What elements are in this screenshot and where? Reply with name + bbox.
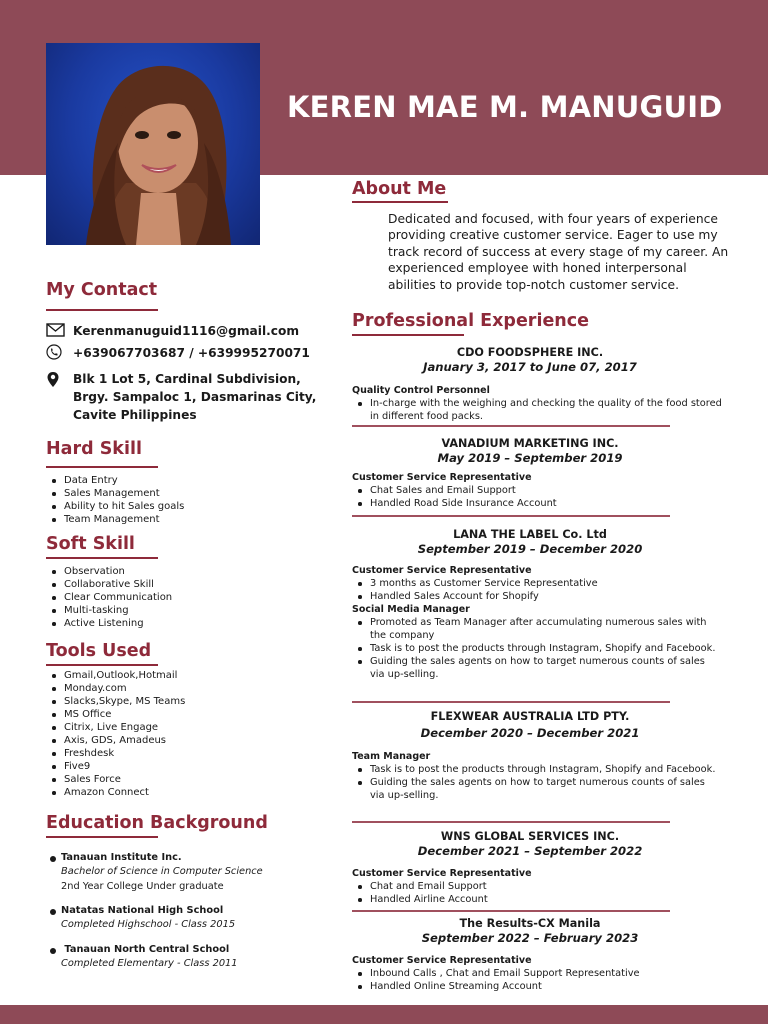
hard-skill-underline (46, 466, 158, 468)
duty-list (352, 616, 722, 681)
contact-phone: +639067703687 / +639995270071 (73, 346, 310, 360)
job-role: Customer Service Representative (352, 565, 532, 576)
list-item: MS Office (46, 708, 185, 721)
job-separator (352, 821, 670, 823)
location-pin-icon (46, 370, 66, 388)
job-separator (352, 701, 670, 703)
list-item: Axis, GDS, Amadeus (46, 734, 185, 747)
hard-skill-title: Hard Skill (46, 439, 142, 459)
contact-phone-row (46, 344, 310, 362)
list-item: Chat and Email Support (352, 880, 722, 893)
education-title: Education Background (46, 813, 268, 833)
tools-title: Tools Used (46, 641, 152, 661)
list-item: Handled Sales Account for Shopify (352, 590, 722, 603)
contact-address-row (46, 370, 316, 424)
list-item: Inbound Calls , Chat and Email Support Representative (352, 967, 722, 980)
school-name: Tanauan North Central School (61, 944, 230, 955)
job-separator (352, 910, 670, 912)
contact-address (73, 370, 316, 424)
mail-icon (46, 322, 66, 338)
experience-underline (352, 334, 464, 336)
phone-icon (46, 344, 66, 360)
list-item: Active Listening (46, 617, 172, 630)
list-item: Guiding the sales agents on how to target numerous counts of sales via up-selling. (352, 655, 722, 681)
list-item: Clear Communication (46, 591, 172, 604)
job-entry (352, 830, 722, 906)
list-item: 3 months as Customer Service Representative (352, 577, 722, 590)
address-line: Cavite Philippines (73, 408, 197, 422)
education-underline (46, 836, 158, 838)
education-detail: Completed Highschool - Class 2015 (61, 919, 236, 930)
job-role: Quality Control Personnel (352, 385, 490, 396)
list-item: Promoted as Team Manager after accumulating numerous sales with the company (352, 616, 722, 642)
job-entry (352, 346, 722, 423)
list-item: Freshdesk (46, 747, 185, 760)
education-entry (48, 943, 238, 971)
job-role: Team Manager (352, 751, 431, 762)
hard-skill-list (46, 474, 184, 526)
list-item: Multi-tasking (46, 604, 172, 617)
duty-list (352, 484, 722, 510)
job-entry (352, 710, 722, 802)
company-name: LANA THE LABEL Co. Ltd (453, 528, 607, 541)
footer-band (0, 1005, 768, 1024)
list-item: Gmail,Outlook,Hotmail (46, 669, 185, 682)
list-item: Observation (46, 565, 172, 578)
list-item: In-charge with the weighing and checking the quality of the food stored in different food packs. (352, 397, 722, 423)
duty-list (352, 763, 722, 802)
contact-title: My Contact (46, 280, 158, 300)
contact-email-row (46, 322, 299, 340)
list-item: Five9 (46, 760, 185, 773)
company-name: VANADIUM MARKETING INC. (441, 437, 619, 450)
profile-photo (46, 43, 260, 245)
job-entry (352, 528, 722, 681)
list-item: Handled Road Side Insurance Account (352, 497, 722, 510)
job-entry (352, 437, 722, 510)
job-entry (352, 917, 722, 993)
education-degree: Bachelor of Science in Computer Science (61, 866, 263, 877)
job-dates: September 2019 – December 2020 (417, 542, 643, 556)
job-separator (352, 515, 670, 517)
soft-skill-list (46, 565, 172, 630)
list-item: Task is to post the products through Instagram, Shopify and Facebook. (352, 642, 722, 655)
list-item: Collaborative Skill (46, 578, 172, 591)
list-item: Monday.com (46, 682, 185, 695)
duty-list (352, 577, 722, 603)
address-line: Brgy. Sampaloc 1, Dasmarinas City, (73, 390, 317, 404)
education-entry (48, 904, 235, 932)
job-role: Customer Service Representative (352, 868, 532, 879)
list-item: Sales Management (46, 487, 184, 500)
company-name: WNS GLOBAL SERVICES INC. (440, 830, 620, 843)
bullet-icon (50, 856, 56, 862)
company-name: The Results-CX Manila (459, 917, 601, 930)
list-item: Ability to hit Sales goals (46, 500, 184, 513)
school-name: Tanauan Institute Inc. (61, 852, 182, 863)
bullet-icon (50, 909, 56, 915)
contact-underline (46, 309, 158, 311)
list-item: Handled Online Streaming Account (352, 980, 722, 993)
education-detail: Completed Elementary - Class 2011 (61, 958, 238, 969)
experience-title: Professional Experience (352, 311, 590, 331)
job-dates: December 2021 – September 2022 (417, 844, 643, 858)
about-title: About Me (352, 179, 447, 199)
tools-list (46, 669, 185, 799)
job-dates: May 2019 – September 2019 (437, 451, 623, 465)
education-status: 2nd Year College Under graduate (61, 881, 224, 892)
job-dates: September 2022 – February 2023 (421, 931, 639, 945)
bullet-icon (50, 948, 56, 954)
soft-skill-title: Soft Skill (46, 534, 135, 554)
contact-email[interactable]: Kerenmanuguid1116@gmail.com (73, 324, 300, 338)
duty-list (352, 880, 722, 906)
job-role: Social Media Manager (352, 604, 470, 615)
list-item: Amazon Connect (46, 786, 185, 799)
company-name: CDO FOODSPHERE INC. (456, 346, 604, 359)
list-item: Data Entry (46, 474, 184, 487)
list-item: Citrix, Live Engage (46, 721, 185, 734)
list-item: Team Management (46, 513, 184, 526)
duty-list (352, 397, 722, 423)
job-separator (352, 425, 670, 427)
job-dates: January 3, 2017 to June 07, 2017 (423, 360, 637, 374)
list-item: Sales Force (46, 773, 185, 786)
profile-portrait-illustration (46, 43, 260, 245)
candidate-name: KEREN MAE M. MANUGUID (287, 90, 723, 124)
school-name: Natatas National High School (61, 905, 224, 916)
duty-list (352, 967, 722, 993)
about-underline (352, 201, 448, 203)
job-role: Customer Service Representative (352, 955, 532, 966)
tools-underline (46, 664, 158, 666)
company-name: FLEXWEAR AUSTRALIA LTD PTY. (430, 710, 630, 723)
address-line: Blk 1 Lot 5, Cardinal Subdivision, (73, 372, 301, 386)
job-dates: December 2020 – December 2021 (420, 726, 640, 740)
list-item: Handled Airline Account (352, 893, 722, 906)
list-item: Task is to post the products through Instagram, Shopify and Facebook. (352, 763, 722, 776)
about-text: Dedicated and focused, with four years of experience providing creative customer service. Eager to use my track record of success at every stage of my career. An experienced employee with honed interpersonal abilities to provide top-notch customer service. (388, 212, 729, 292)
soft-skill-underline (46, 557, 158, 559)
education-entry (48, 851, 263, 894)
list-item: Chat Sales and Email Support (352, 484, 722, 497)
list-item: Guiding the sales agents on how to target numerous counts of sales via up-selling. (352, 776, 722, 802)
job-role: Customer Service Representative (352, 472, 532, 483)
list-item: Slacks,Skype, MS Teams (46, 695, 185, 708)
